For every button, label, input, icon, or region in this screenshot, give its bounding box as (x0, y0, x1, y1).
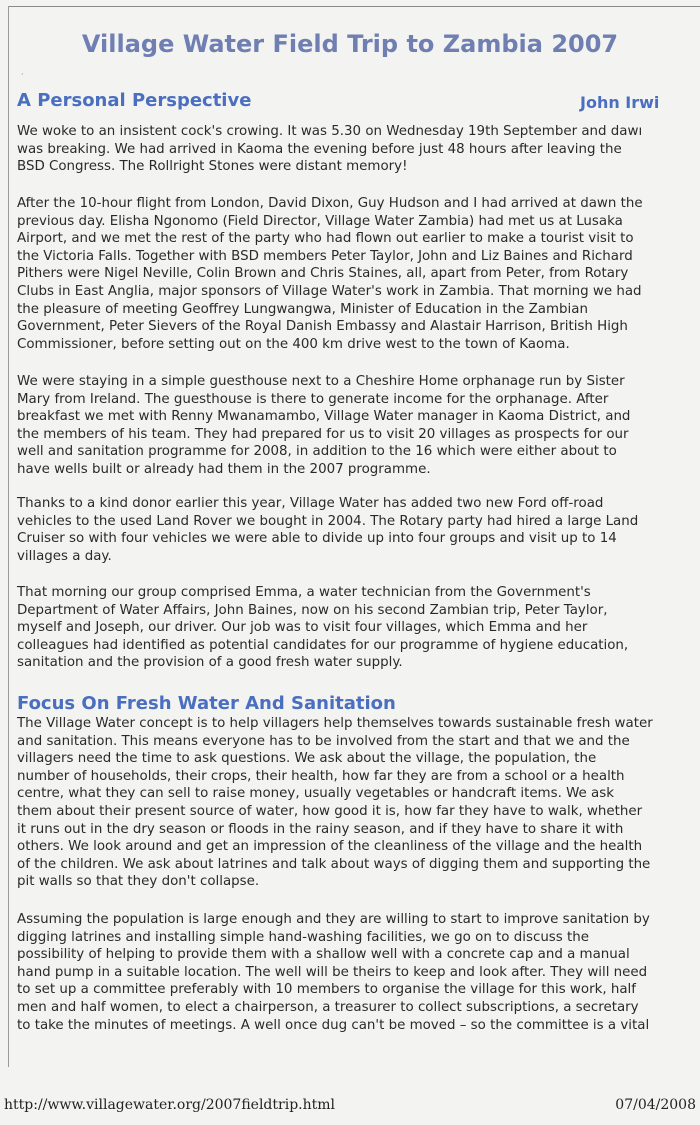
top-border-rule (8, 6, 700, 7)
paragraph-6 (17, 715, 700, 891)
scan-speck: · (21, 70, 24, 79)
text-line: the pleasure of meeting Geoffrey Lungwangwa, Minister of Education in the Zambian (17, 301, 588, 317)
text-line: men and half women, to elect a chairperson, a treasurer to collect subscriptions, a secretary (17, 999, 639, 1015)
text-line: That morning our group comprised Emma, a water technician from the Government's (17, 585, 591, 600)
text-line: number of households, their crops, their health, how far they are from a school or a health (17, 768, 625, 784)
author-name: John Irwi (580, 93, 660, 112)
page-title: Village Water Field Trip to Zambia 2007 (81, 30, 619, 58)
text-line: villagers need the time to ask questions. We ask about the village, the population, the (17, 751, 597, 767)
text-line: centre, what they can sell to raise money, usually vegetables or handcraft items. We ask (17, 786, 614, 802)
text-line: well and sanitation programme for 2008, in addition to the 16 which were either about to (17, 444, 617, 460)
footer-date: 07/04/2008 (615, 1097, 696, 1113)
text-line: possibility of helping to provide them with a shallow well with a concrete cap and a manual (17, 947, 630, 963)
text-line: Cruiser so with four vehicles we were able to divide up into four groups and visit up to 14 (17, 531, 617, 547)
text-line: sanitation and the provision of a good fresh water supply. (17, 655, 403, 671)
text-line: Thanks to a kind donor earlier this year, Village Water has added two new Ford off-road (17, 496, 604, 511)
text-line: them about their present source of water, how good it is, how far they have to walk, whether (17, 803, 643, 819)
text-line: have wells built or already had them in the 2007 programme. (17, 461, 431, 477)
text-line: Clubs in East Anglia, major sponsors of Village Water's work in Zambia. That morning we had (17, 283, 642, 299)
text-line: Government, Peter Sievers of the Royal Danish Embassy and Alastair Harrison, British High (17, 319, 628, 335)
text-line: villages a day. (17, 548, 112, 564)
text-line: to set up a committee preferably with 10 members to organise the village for this work, half (17, 982, 636, 998)
text-line: of the children. We ask about latrines and talk about ways of digging them and supporting the (17, 856, 651, 872)
text-line: We were staying in a simple guesthouse next to a Cheshire Home orphanage run by Sister (17, 374, 625, 389)
paragraph-4 (17, 495, 700, 565)
text-line: Mary from Ireland. The guesthouse is there to generate income for the orphanage. After (17, 391, 609, 407)
text-line: to take the minutes of meetings. A well once dug can't be moved – so the committee is a vital (17, 1017, 650, 1033)
paragraph-7 (17, 911, 700, 1034)
text-line: Department of Water Affairs, John Baines, now on his second Zambian trip, Peter Taylor, (17, 602, 608, 618)
text-line: After the 10-hour flight from London, David Dixon, Guy Hudson and I had arrived at dawn the (17, 196, 643, 211)
text-line: myself and Joseph, our driver. Our job was to visit four villages, which Emma and her (17, 620, 588, 636)
text-line: and sanitation. This means everyone has to be involved from the start and that we and the (17, 733, 630, 749)
text-line: hand pump in a suitable location. The well will be theirs to keep and look after. They will need (17, 964, 648, 980)
paragraph-3 (17, 373, 700, 479)
text-line: Airport, and we met the rest of the party who had flown out earlier to make a tourist visit to (17, 231, 634, 247)
text-line: We woke to an insistent cock's crowing. It was 5.30 on Wednesday 19th September and dawı (17, 124, 643, 139)
section-heading-personal-perspective: A Personal Perspective (17, 90, 252, 111)
text-line: Assuming the population is large enough and they are willing to start to improve sanitation by (17, 912, 650, 927)
text-line: pit walls so that they don't collapse. (17, 874, 260, 890)
text-line: vehicles to the used Land Rover we bought in 2004. The Rotary party had hired a large Land (17, 513, 639, 529)
text-line: Pithers were Nigel Neville, Colin Brown and Chris Staines, all, apart from Peter, from Rotary (17, 266, 629, 282)
paragraph-1 (17, 123, 700, 176)
text-line: breakfast we met with Renny Mwanamambo, Village Water manager in Kaoma District, and (17, 409, 631, 425)
text-line: others. We look around and get an impression of the cleanliness of the village and the health (17, 839, 643, 855)
paragraph-5 (17, 584, 700, 672)
paragraph-2 (17, 195, 700, 353)
text-line: the members of his team. They had prepared for us to visit 20 villages as prospects for our (17, 426, 629, 442)
left-border-rule (8, 6, 9, 1067)
text-line: The Village Water concept is to help villagers help themselves towards sustainable fresh water (17, 716, 653, 731)
section-heading-fresh-water-sanitation: Focus On Fresh Water And Sanitation (17, 693, 396, 714)
text-line: the Victoria Falls. Together with BSD members Peter Taylor, John and Liz Baines and Richard (17, 248, 633, 264)
text-line: BSD Congress. The Rollright Stones were distant memory! (17, 159, 408, 175)
footer-url: http://www.villagewater.org/2007fieldtrip.html (4, 1097, 335, 1113)
text-line: colleagues had identified as potential candidates for our programme of hygiene education, (17, 637, 629, 653)
text-line: Commissioner, before setting out on the 400 km drive west to the town of Kaoma. (17, 336, 570, 352)
text-line: it runs out in the dry season or floods in the rainy season, and if they have to share it with (17, 821, 624, 837)
text-line: previous day. Elisha Ngonomo (Field Director, Village Water Zambia) had met us at Lusaka (17, 213, 623, 229)
text-line: was breaking. We had arrived in Kaoma the evening before just 48 hours after leaving the (17, 141, 622, 157)
text-line: digging latrines and installing simple hand-washing facilities, we go on to discuss the (17, 929, 589, 945)
